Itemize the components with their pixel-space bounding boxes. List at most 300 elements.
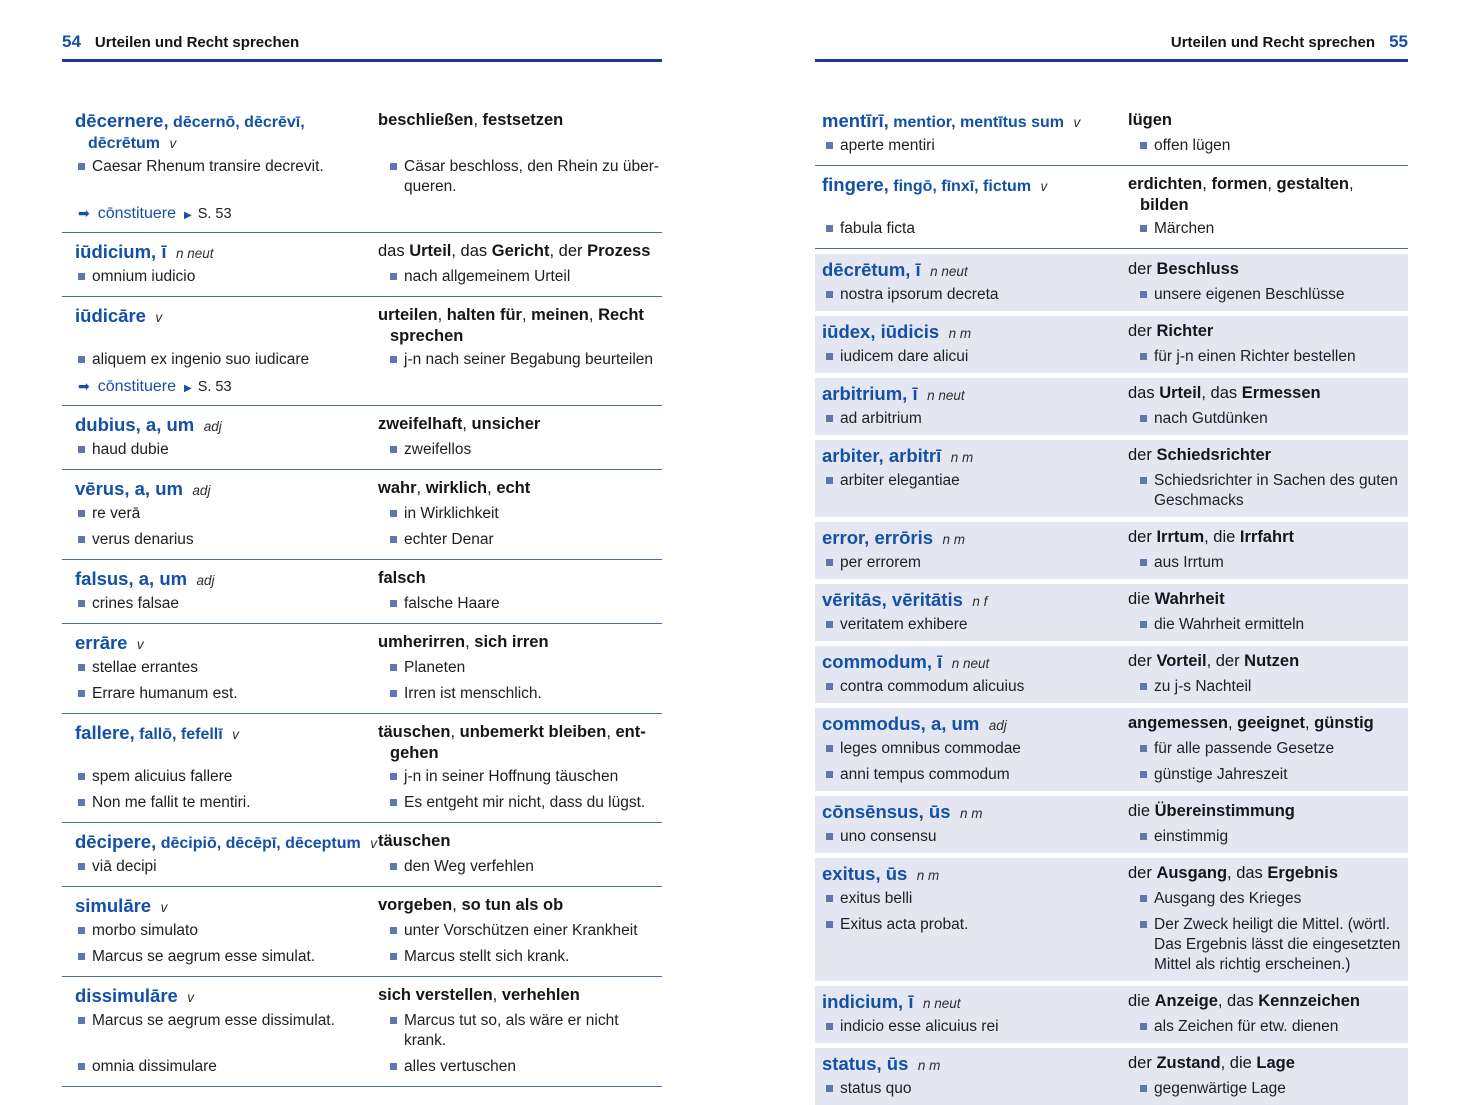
example-row [62,1011,662,1051]
latin-lemma [62,895,378,918]
example-latin [815,765,1128,785]
example-latin-text: veritatem exhibere [840,616,968,633]
lemma-part: dissimulāre [75,985,178,1006]
example-german [378,1057,662,1077]
vocab-entry [815,316,1408,373]
german-translation [1128,863,1408,886]
latin-lemma [815,651,1128,674]
example-row [815,136,1408,156]
translation-keyword: Anzeige [1154,992,1218,1010]
translation-keyword: urteilen [378,306,438,324]
entry-head-row [815,991,1408,1014]
translation-text: , [606,723,616,741]
bullet-icon [826,291,833,298]
example-latin [62,157,378,197]
cross-reference-row [62,378,662,396]
translation-keyword: Irrtum [1156,528,1205,546]
empty-cell [378,205,662,223]
example-german-text: aus Irrtum [1154,554,1224,571]
translation-keyword: zweifelhaft [378,415,463,433]
vocab-entry [62,297,662,406]
lemma-part: dēcernō, dēcrēvī, dēcrētum [88,114,305,152]
grammar-tag: n f [972,594,988,609]
translation-keyword: bilden [1140,196,1189,214]
grammar-tag: n neut [922,996,961,1011]
german-translation [378,632,662,655]
translation-keyword: Kennzeichen [1258,992,1361,1010]
example-german-text: als Zeichen für etw. dienen [1154,1018,1339,1035]
lemma-part: simulāre [75,895,152,916]
latin-lemma [62,985,378,1008]
grammar-tag: v [187,990,195,1005]
translation-keyword: Ergebnis [1267,864,1338,882]
bullet-icon [78,273,85,280]
example-german-text: Cäsar beschloss, den Rhein zu überqueren. [404,158,660,195]
bullet-icon [1140,225,1147,232]
translation-text: der [1128,322,1157,340]
example-german [378,350,662,370]
vocab-entry [815,708,1408,791]
example-german-text: für j-n einen Richter bestellen [1154,348,1356,365]
cross-reference-page: S. 53 [197,379,232,395]
triangle-right-icon: ▶ [184,210,192,221]
entry-head-row [815,110,1408,133]
example-german [378,157,662,197]
translation-text: , [452,896,462,914]
translation-keyword: Prozess [587,242,651,260]
example-row [62,857,662,877]
vocab-entry [815,796,1408,853]
translation-text: das [378,242,410,260]
entry-head-row [815,527,1408,550]
example-latin [815,347,1128,367]
german-translation [378,831,662,854]
translation-text: , [473,111,483,129]
grammar-tag: n m [948,326,972,341]
entry-head-row [62,414,662,437]
bullet-icon [826,1023,833,1030]
example-latin [815,1079,1128,1099]
example-german [378,440,662,460]
example-row [62,947,662,967]
latin-lemma [815,321,1128,344]
triangle-right-icon: ▶ [184,383,192,394]
lemma-part: iūdex, iūdicis [822,321,940,342]
example-german [378,947,662,967]
latin-lemma [815,383,1128,406]
entry-head-row [815,174,1408,216]
example-german-text: den Weg verfehlen [404,858,534,875]
example-german-text: Marcus tut so, als wäre er nicht krank. [404,1012,619,1049]
bullet-icon [78,773,85,780]
translation-keyword: Zustand [1156,1054,1221,1072]
lemma-part: errāre [75,632,128,653]
entry-head-row [62,305,662,347]
translation-text: , [1202,175,1212,193]
german-translation [1128,1053,1408,1076]
translation-text: der [1128,652,1157,670]
translation-text: , [1348,175,1354,193]
example-latin [62,658,378,678]
latin-lemma [815,445,1128,468]
example-german-text: Planeten [404,659,466,676]
example-latin-text: re verā [92,505,141,522]
example-german [1128,347,1408,367]
lemma-part: mentior, mentītus sum [893,114,1064,131]
grammar-tag: n m [950,450,974,465]
example-german-text: einstimmig [1154,828,1229,845]
german-translation [1128,801,1408,824]
grammar-tag: v [160,900,168,915]
example-german-text: echter Denar [404,531,494,548]
page-54 [62,32,662,1087]
example-row [815,915,1408,975]
vocab-entry [62,233,662,297]
bullet-icon [390,799,397,806]
latin-lemma [815,527,1128,550]
example-german-text: die Wahrheit ermitteln [1154,616,1305,633]
bullet-icon [78,664,85,671]
german-translation [378,568,662,591]
german-translation [1128,110,1408,133]
example-german-text: j-n nach seiner Begabung beurteilen [404,351,654,368]
entry-head-row [815,801,1408,824]
translation-keyword: entgehen [390,723,646,762]
translation-keyword: erdichten [1128,175,1203,193]
example-latin-text: verus denarius [92,531,194,548]
example-latin [62,857,378,877]
example-latin-text: spem alicuius fallere [92,768,233,785]
example-german [378,857,662,877]
bullet-icon [390,163,397,170]
example-german [1128,827,1408,847]
example-german-text: j-n in seiner Hoffnung täuschen [404,768,619,785]
example-latin-text: morbo simulato [92,922,198,939]
bullet-icon [826,833,833,840]
translation-text: , [462,415,472,433]
cross-reference-word: cōnstituere [97,378,176,395]
example-german [378,504,662,524]
translation-keyword: Recht sprechen [390,306,644,345]
german-translation [378,110,662,154]
translation-keyword: Ausgang [1156,864,1228,882]
page-title: Urteilen und Recht sprechen [94,34,300,51]
entry-head-row [815,259,1408,282]
latin-lemma [815,991,1128,1014]
example-latin [815,285,1128,305]
example-row [62,767,662,787]
example-latin-text: crines falsae [92,595,180,612]
translation-text: , der [1206,652,1245,670]
translation-keyword: umherirren [378,633,466,651]
bullet-icon [78,927,85,934]
german-translation [378,241,662,264]
example-german [1128,915,1408,975]
example-latin [815,553,1128,573]
translation-keyword: Vorteil [1156,652,1207,670]
bullet-icon [78,1063,85,1070]
example-latin-text: uno consensu [840,828,937,845]
example-german [1128,219,1408,239]
example-german-text: Märchen [1154,220,1215,237]
bullet-icon [390,773,397,780]
example-row [815,677,1408,697]
vocab-entry [815,646,1408,703]
translation-keyword: lügen [1128,111,1172,129]
example-row [815,889,1408,909]
bullet-icon [390,690,397,697]
translation-text: , [465,633,475,651]
vocab-entry [815,1048,1408,1105]
translation-keyword: Nutzen [1244,652,1300,670]
example-german [1128,471,1408,511]
example-latin [815,615,1128,635]
bullet-icon [1140,353,1147,360]
bullet-icon [826,477,833,484]
translation-keyword: angemessen [1128,714,1228,732]
example-latin-text: arbiter elegantiae [840,472,960,489]
bullet-icon [1140,415,1147,422]
example-latin [815,677,1128,697]
example-row [62,350,662,370]
bullet-icon [826,771,833,778]
bullet-icon [390,356,397,363]
german-translation [378,478,662,501]
translation-keyword: gestalten [1276,175,1349,193]
example-german-text: für alle passende Gesetze [1154,740,1335,757]
bullet-icon [826,559,833,566]
example-latin-text: nostra ipsorum decreta [840,286,999,303]
example-german [1128,615,1408,635]
translation-keyword: formen [1211,175,1268,193]
bullet-icon [1140,621,1147,628]
example-german [378,921,662,941]
example-row [62,1057,662,1077]
translation-text: , die [1204,528,1240,546]
example-latin-text: viā decipi [92,858,157,875]
example-latin-text: Errare humanum est. [92,685,238,702]
entry-head-row [62,722,662,764]
bullet-icon [390,927,397,934]
example-latin-text: leges omnibus commodae [840,740,1021,757]
example-row [62,267,662,287]
german-translation [378,985,662,1008]
lemma-part: exitus, ūs [822,863,908,884]
example-german [378,793,662,813]
grammar-tag: n m [942,532,966,547]
translation-keyword: täuschen [378,723,451,741]
translation-keyword: meinen [531,306,589,324]
example-german-text: Irren ist menschlich. [404,685,542,702]
page-number: 55 [1389,32,1408,51]
entry-head-row [62,831,662,854]
translation-keyword: unbemerkt bleiben [459,723,607,741]
latin-lemma [62,110,378,154]
vocab-entry [62,823,662,887]
example-latin-text: fabula ficta [840,220,915,237]
translation-text: der [1128,528,1157,546]
translation-keyword: halten für [446,306,522,324]
vocab-entry [815,858,1408,981]
example-latin [62,921,378,941]
lemma-part: vēritās, vēritātis [822,589,963,610]
example-german-text: nach Gutdünken [1154,410,1268,427]
bullet-icon [1140,291,1147,298]
example-latin [62,767,378,787]
translation-keyword: Beschluss [1156,260,1239,278]
lemma-part: dēcipiō, dēcēpī, dēceptum [160,835,361,852]
example-latin [62,1057,378,1077]
example-latin-text: Marcus se aegrum esse simulat. [92,948,316,965]
example-latin-text: aperte mentiri [840,137,935,154]
translation-keyword: Irrfahrt [1239,528,1294,546]
arrow-right-icon: ➡ [78,379,90,395]
translation-keyword: Lage [1256,1054,1295,1072]
example-row [815,285,1408,305]
example-latin-text: exitus belli [840,890,913,907]
example-latin-text: indicio esse alicuius rei [840,1018,999,1035]
german-translation [1128,991,1408,1014]
example-latin-text: anni tempus commodum [840,766,1010,783]
lemma-part: arbitrium, ī [822,383,918,404]
latin-lemma [62,305,378,347]
lemma-part: cōnsēnsus, ūs [822,801,951,822]
vocab-entry [62,406,662,470]
translation-text: , das [1201,384,1242,402]
example-row [815,219,1408,239]
bullet-icon [390,863,397,870]
page-title: Urteilen und Recht sprechen [1170,34,1376,51]
cross-reference [62,205,378,223]
bullet-icon [1140,1023,1147,1030]
example-latin [815,219,1128,239]
bullet-icon [1140,1085,1147,1092]
translation-text: , [450,723,460,741]
translation-text: der [1128,446,1157,464]
german-translation [1128,445,1408,468]
vocab-entry [62,560,662,624]
bullet-icon [1140,771,1147,778]
latin-lemma [815,1053,1128,1076]
example-latin-text: Non me fallit te mentiri. [92,794,251,811]
german-translation [378,414,662,437]
german-translation [1128,174,1408,216]
translation-keyword: beschließen [378,111,474,129]
example-latin [815,136,1128,156]
bullet-icon [826,895,833,902]
entry-head-row [815,321,1408,344]
example-german [1128,1017,1408,1037]
bullet-icon [78,356,85,363]
bullet-icon [78,446,85,453]
example-german [1128,136,1408,156]
bullet-icon [78,953,85,960]
latin-lemma [62,568,378,591]
translation-keyword: unsicher [471,415,541,433]
vocab-entry [815,440,1408,517]
example-latin-text: contra commodum alicuius [840,678,1025,695]
bullet-icon [390,446,397,453]
example-german-text: zu j-s Nachteil [1154,678,1252,695]
bullet-icon [1140,683,1147,690]
entry-head-row [62,568,662,591]
example-latin [815,827,1128,847]
entry-head-row [815,589,1408,612]
latin-lemma [815,110,1128,133]
example-row [815,615,1408,635]
german-translation [378,895,662,918]
example-german [378,767,662,787]
vocab-entry [815,102,1408,166]
translation-text: , [1267,175,1277,193]
grammar-tag: adj [192,483,211,498]
lemma-part: error, errōris [822,527,934,548]
example-row [815,347,1408,367]
example-row [815,409,1408,429]
translation-text: , [1305,714,1315,732]
page-number: 54 [62,32,81,51]
example-latin [62,350,378,370]
vocab-list [815,62,1408,1105]
example-german-text: offen lügen [1154,137,1231,154]
bullet-icon [390,953,397,960]
example-row [62,440,662,460]
translation-text: , [437,306,447,324]
cross-reference-row [62,205,662,223]
page-header-right [815,32,1408,62]
lemma-part: fallere, [75,722,135,743]
entry-head-row [815,383,1408,406]
entry-head-row [815,713,1408,736]
lemma-part: dēcipere, [75,831,157,852]
translation-keyword: Richter [1156,322,1214,340]
vocab-entry [815,378,1408,435]
example-row [815,1017,1408,1037]
example-german-text: Der Zweck heiligt die Mittel. (wörtl. Das Ergebnis lässt die eingesetzten Mittel als richtig erscheinen.) [1154,916,1401,973]
entry-head-row [815,445,1408,468]
example-row [815,827,1408,847]
translation-keyword: geeignet [1237,714,1305,732]
lemma-part: mentīrī, [822,110,889,131]
latin-lemma [815,259,1128,282]
entry-head-row [62,478,662,501]
bullet-icon [390,536,397,543]
bullet-icon [390,510,397,517]
vocab-entry [815,522,1408,579]
lemma-part: falsus, a, um [75,568,188,589]
example-row [815,1079,1408,1099]
german-translation [1128,321,1408,344]
page-55 [815,32,1408,1105]
bullet-icon [390,600,397,607]
bullet-icon [1140,559,1147,566]
latin-lemma [62,241,378,264]
example-german [1128,765,1408,785]
example-german [1128,677,1408,697]
bullet-icon [390,1063,397,1070]
bullet-icon [1140,745,1147,752]
bullet-icon [1140,833,1147,840]
german-translation [378,722,662,764]
example-german [378,684,662,704]
example-latin [815,739,1128,759]
bullet-icon [826,1085,833,1092]
translation-text: der [1128,864,1157,882]
vocab-entry [815,584,1408,641]
bullet-icon [1140,477,1147,484]
bullet-icon [826,921,833,928]
entry-head-row [62,985,662,1008]
